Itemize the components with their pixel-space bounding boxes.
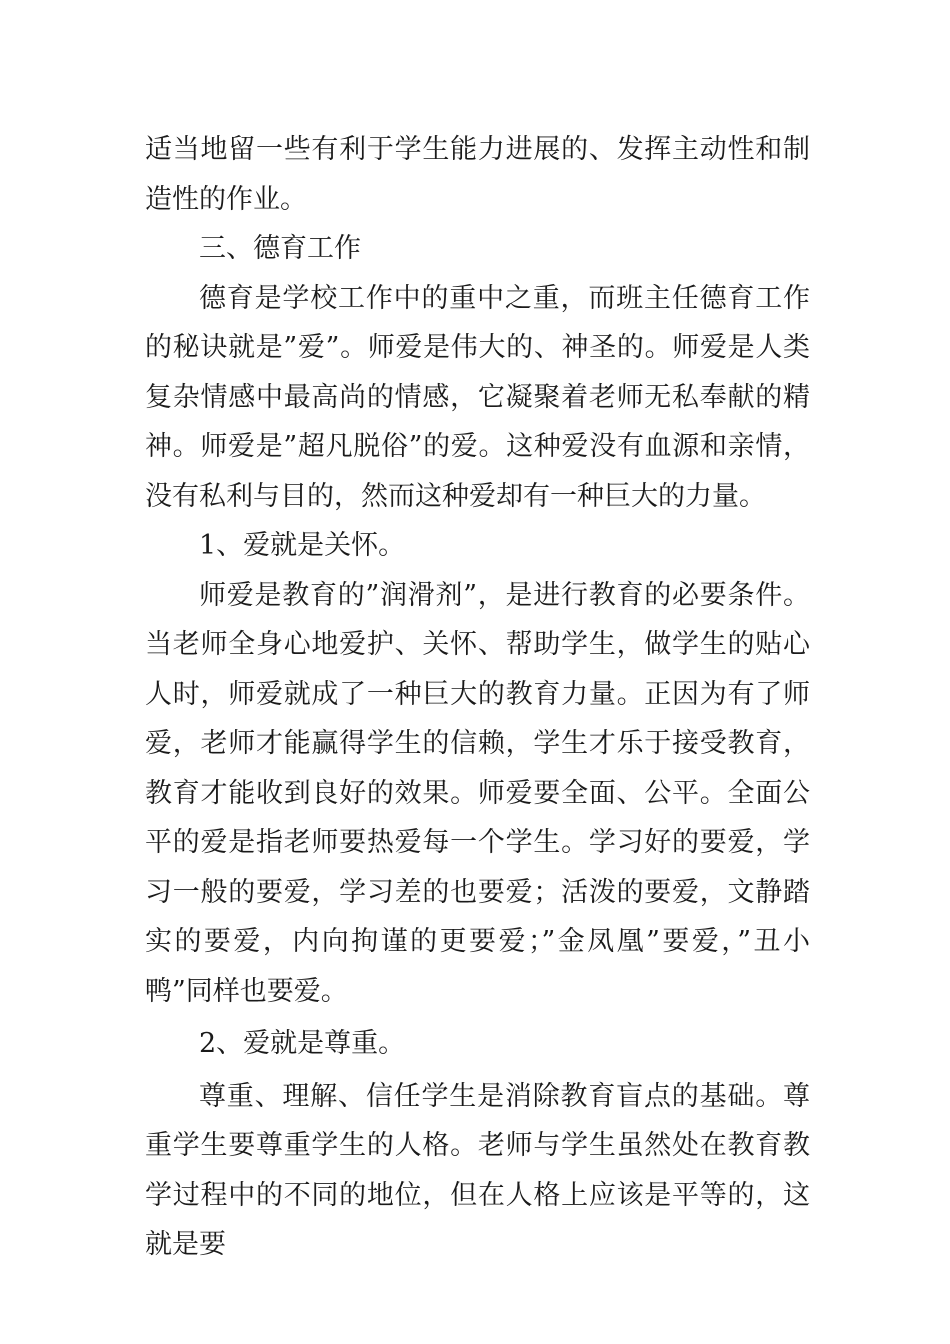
document-body [145,125,810,1270]
paragraph-love-is-care: 师爱是教育的”润滑剂”，是进行教育的必要条件。当老师全身心地爱护、关怀、帮助学生，做学生的贴心人时，师爱就成了一种巨大的教育力量。正因为有了师爱，老师才能赢得学生的信赖，学生才乐于接受教育，教育才能收到良好的效果。师爱要全面、公平。全面公平的爱是指老师要热爱每一个学生。学习好的要爱，学习一般的要爱，学习差的也要爱；活泼的要爱，文静踏实的要爱，内向拘谨的更要爱；”金凤凰”要爱，”丑小鸭”同样也要爱。 [145,579,810,1007]
paragraph-teacher-love: 德育是学校工作中的重中之重，而班主任德育工作的秘诀就是”爱”。师爱是伟大的、神圣的。师爱是人类复杂情感中最高尚的情感，它凝聚着老师无私奉献的精神。师爱是”超凡脱俗”的爱。这种爱没有血源和亲情，没有私利与目的，然而这种爱却有一种巨大的力量。 [145,282,810,512]
paragraph-homework: 适当地留一些有利于学生能力进展的、发挥主动性和制造性的作业。 [145,134,810,215]
subheading-love-is-respect: 2、爱就是尊重。 [199,1028,406,1059]
subheading-love-is-care: 1、爱就是关怀。 [199,530,406,561]
paragraph-love-is-respect: 尊重、理解、信任学生是消除教育盲点的基础。尊重学生要尊重学生的人格。老师与学生虽然处在教育教学过程中的不同的地位，但在人格上应该是平等的，这就是要 [145,1080,810,1260]
section-heading-moral-education: 三、德育工作 [199,233,361,264]
